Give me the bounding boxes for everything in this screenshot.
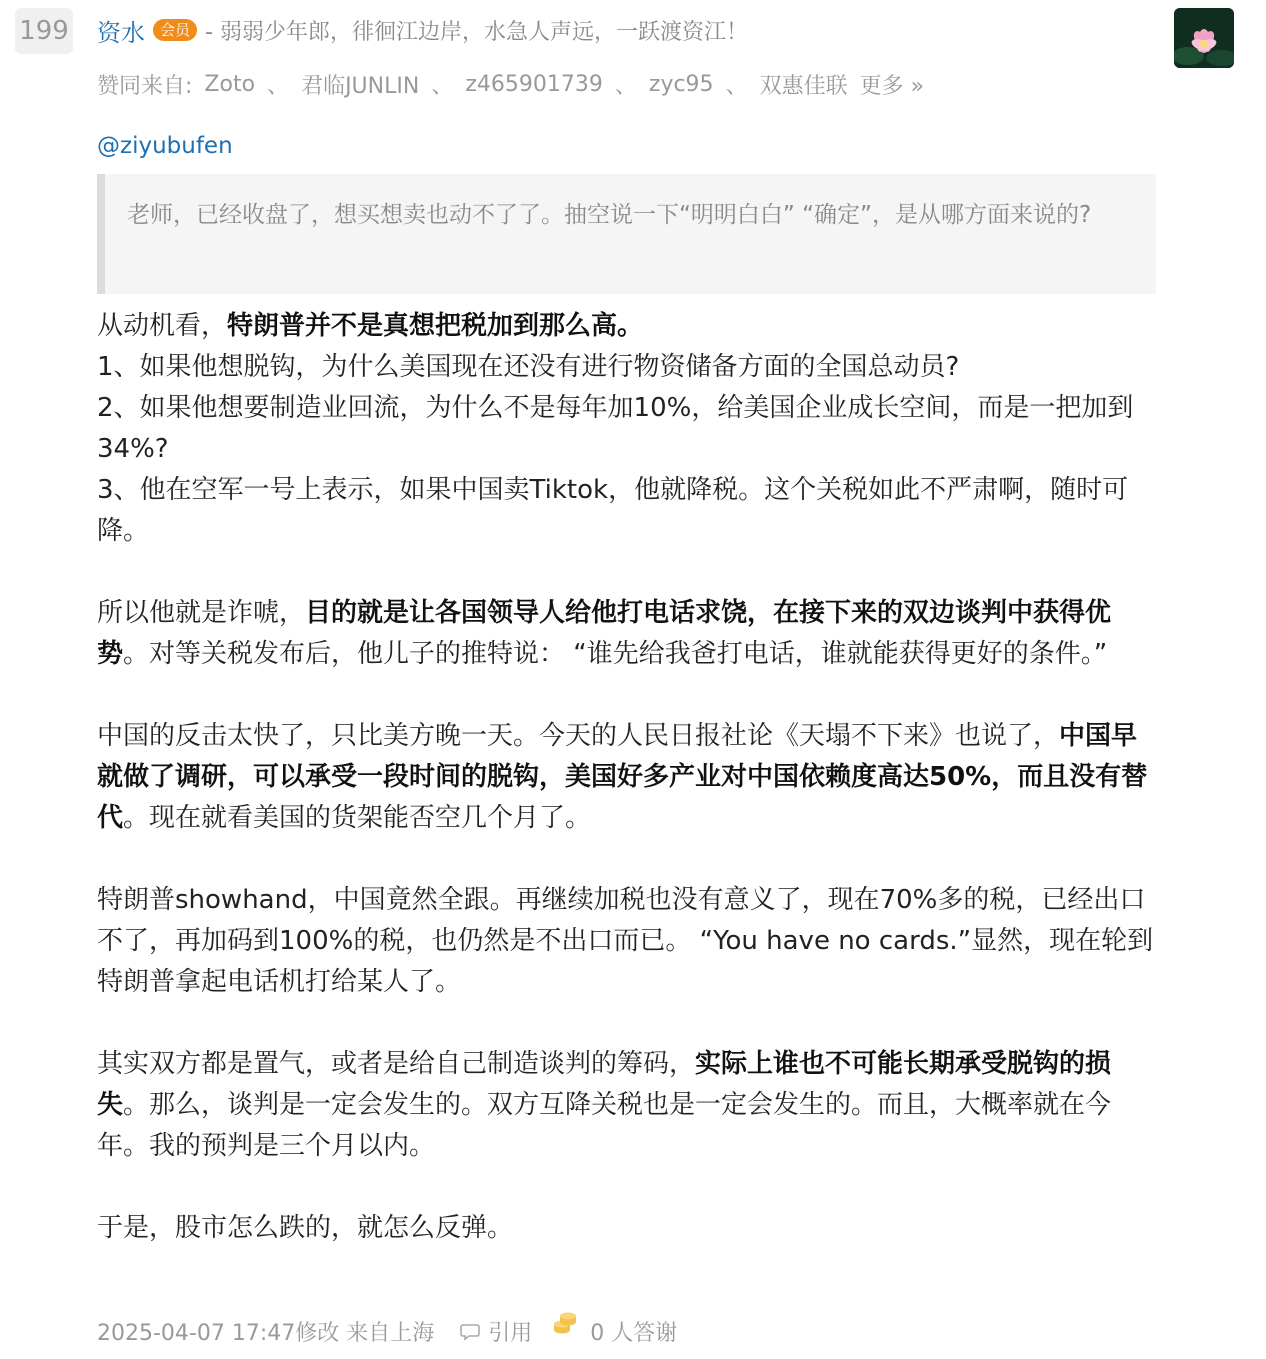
paragraph: [97, 306, 1159, 347]
bold-text: 实际上谁也不可能长期承受脱钩的损失: [97, 1049, 1112, 1120]
lotus-avatar-icon[interactable]: [1174, 8, 1234, 68]
separator: 、: [267, 73, 290, 99]
bold-text: 特朗普并不是真想把税加到那么高。: [227, 311, 644, 341]
paragraph: 特朗普showhand，中国竟然全跟。再继续加税也没有意义了，现在70%多的税，已经出口不了，再加码到100%的税，也仍然是不出口而已。 “You have no cards.”显然，现在轮到特朗普拿起电话机打给某人了。: [97, 885, 1154, 997]
quote-label: 引用: [488, 1320, 533, 1346]
thanks-label: 0 人答谢: [590, 1320, 678, 1346]
quote-button[interactable]: [460, 1316, 532, 1347]
text: 其实双方都是置气，或者是给自己制造谈判的筹码，: [97, 1049, 696, 1079]
post-footer: [97, 1312, 677, 1350]
paragraph: [97, 593, 1159, 675]
coins-icon: [552, 1311, 578, 1336]
text: 。对等关税发布后，他儿子的推特说： “谁先给我爸打电话，谁就能获得更好的条件。”: [123, 639, 1108, 669]
more-likes-link[interactable]: 更多 »: [859, 73, 925, 99]
text: 中国的反击太快了，只比美方晚一天。今天的人民日报社论《天塌不下来》也说了，: [97, 721, 1060, 751]
quoted-text: 老师，已经收盘了，想买想卖也动不了了。抽空说一下“明明白白” “确定”，是从哪方面来说的?: [127, 202, 1092, 228]
mention-link[interactable]: @ziyubufen: [97, 133, 233, 159]
bold-text: 中国早就做了调研，可以承受一段时间的脱钩，美国好多产业对中国依赖度高达50%，而且没有替代: [97, 721, 1148, 833]
like-user[interactable]: Zoto: [204, 71, 256, 97]
like-user[interactable]: 双惠佳联: [759, 73, 848, 99]
text: 所以他就是诈唬，: [97, 598, 306, 628]
likes-row: [97, 66, 924, 102]
comment-bubble-icon: [460, 1319, 480, 1344]
like-user[interactable]: z465901739: [465, 71, 603, 97]
post-header: [97, 10, 748, 50]
separator: 、: [725, 73, 748, 99]
post-content: [97, 306, 1159, 1249]
author-signature: - 弱弱少年郎，徘徊江边岸，水急人声远，一跃渡资江！: [205, 19, 748, 45]
list-item: 3、他在空军一号上表示，如果中国卖Tiktok，他就降税。这个关税如此不严肃啊，随时可降。: [97, 475, 1129, 546]
list-item: 1、如果他想脱钩，为什么美国现在还没有进行物资储备方面的全国总动员?: [97, 352, 960, 382]
floor-number: 199: [15, 8, 73, 54]
bold-text: 目的就是让各国领导人给他打电话求饶，在接下来的双边谈判中获得优势: [97, 598, 1112, 669]
text: 。现在就看美国的货架能否空几个月了。: [123, 803, 592, 833]
text: 。那么，谈判是一定会发生的。双方互降关税也是一定会发生的。而且，大概率就在今年。我的预判是三个月以内。: [97, 1090, 1112, 1161]
text: 从动机看，: [97, 311, 228, 341]
like-user[interactable]: 君临JUNLIN: [301, 73, 420, 99]
quoted-message: [97, 174, 1156, 294]
member-badge: 会员: [153, 19, 197, 41]
paragraph: [97, 716, 1159, 839]
separator: 、: [431, 73, 454, 99]
author-name[interactable]: 资水: [97, 18, 145, 47]
list-item: 2、如果他想要制造业回流，为什么不是每年加10%，给美国企业成长空间，而是一把加到34%?: [97, 393, 1134, 464]
paragraph: [97, 1044, 1159, 1167]
likes-label: 赞同来自:: [97, 73, 193, 99]
post-timestamp: 2025-04-07 17:47修改 来自上海: [97, 1320, 435, 1346]
like-user[interactable]: zyc95: [648, 71, 714, 97]
thanks-button[interactable]: [552, 1316, 677, 1347]
paragraph: 于是，股市怎么跌的，就怎么反弹。: [97, 1213, 514, 1243]
separator: 、: [614, 73, 637, 99]
